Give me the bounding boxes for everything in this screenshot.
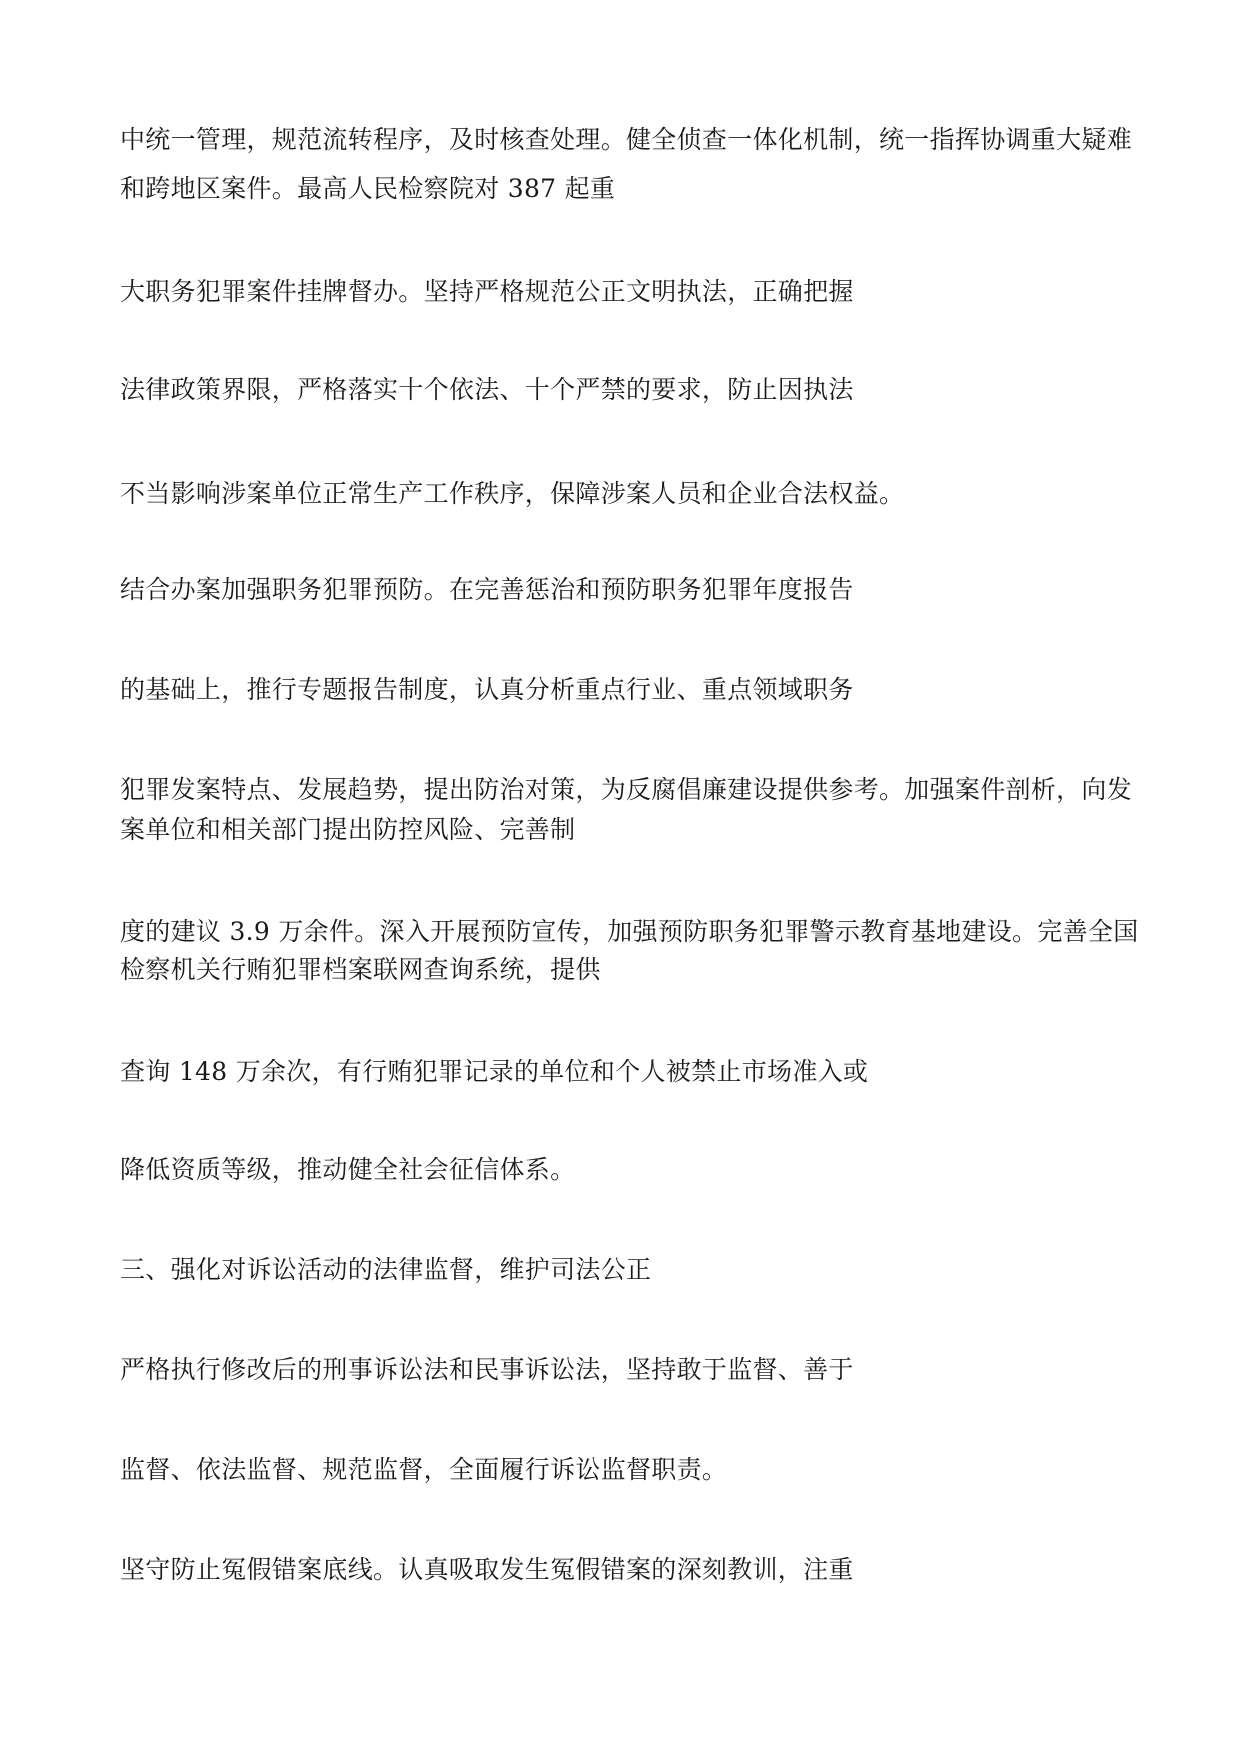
text-line: 严格执行修改后的刑事诉讼法和民事诉讼法，坚持敢于监督、善于: [120, 1355, 854, 1384]
text-line: 法律政策界限，严格落实十个依法、十个严禁的要求，防止因执法: [120, 375, 854, 404]
text-line: 大职务犯罪案件挂牌督办。坚持严格规范公正文明执法，正确把握: [120, 277, 854, 306]
text-line: 中统一管理，规范流转程序，及时核查处理。健全侦查一体化机制，统一指挥协调重大疑难: [120, 125, 1133, 154]
section-heading: 三、强化对诉讼活动的法律监督，维护司法公正: [120, 1255, 652, 1284]
text-line: 查询 148 万余次，有行贿犯罪记录的单位和个人被禁止市场准入或: [120, 1057, 869, 1086]
text-line: 监督、依法监督、规范监督，全面履行诉讼监督职责。: [120, 1455, 728, 1484]
text-line: 案单位和相关部门提出防控风险、完善制: [120, 815, 576, 844]
text-line: 的基础上，推行专题报告制度，认真分析重点行业、重点领域职务: [120, 675, 854, 704]
text-line: 结合办案加强职务犯罪预防。在完善惩治和预防职务犯罪年度报告: [120, 575, 854, 604]
text-line: 检察机关行贿犯罪档案联网查询系统，提供: [120, 955, 601, 984]
text-line: 不当影响涉案单位正常生产工作秩序，保障涉案人员和企业合法权益。: [120, 479, 905, 508]
text-line: 降低资质等级，推动健全社会征信体系。: [120, 1155, 576, 1184]
text-line: 犯罪发案特点、发展趋势，提出防治对策，为反腐倡廉建设提供参考。加强案件剖析，向发: [120, 775, 1133, 804]
text-line: 坚守防止冤假错案底线。认真吸取发生冤假错案的深刻教训，注重: [120, 1555, 854, 1584]
text-line: 和跨地区案件。最高人民检察院对 387 起重: [120, 174, 616, 203]
text-line: 度的建议 3.9 万余件。深入开展预防宣传，加强预防职务犯罪警示教育基地建设。完善全国: [120, 917, 1139, 946]
